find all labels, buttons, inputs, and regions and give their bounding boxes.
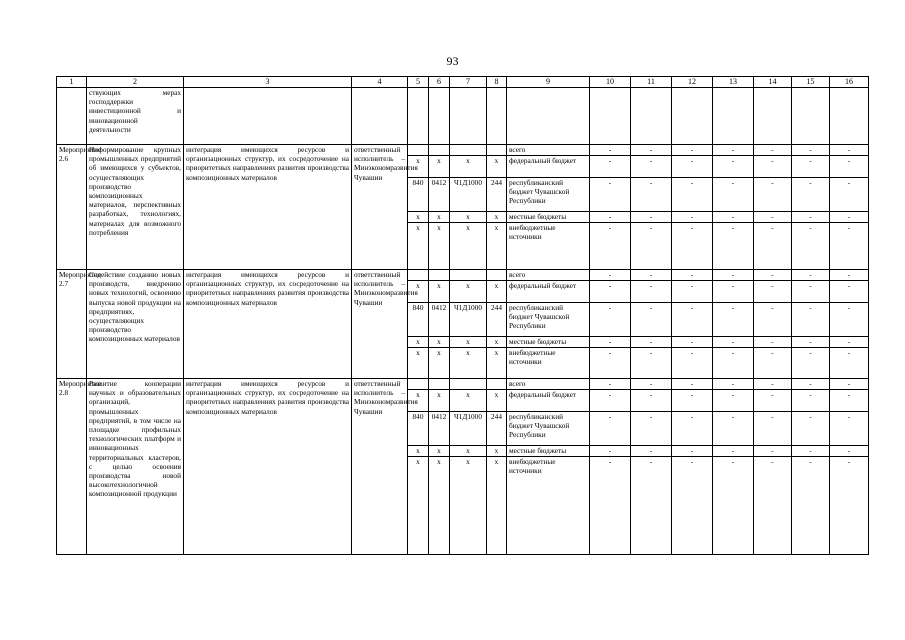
funding-source: всего [507,145,590,156]
expense-type-code: x [487,337,507,348]
funding-source: внебюджетные источники [507,223,590,270]
year-value: - [590,145,631,156]
grbs-code: x [408,348,429,379]
year-value: - [631,337,672,348]
year-value: - [672,446,713,457]
year-value: - [830,303,869,337]
section-code: x [429,457,450,555]
expense-type-code [487,379,507,390]
section-code: x [429,212,450,223]
funding-source: республиканский бюджет Чувашской Республики [507,303,590,337]
target-article-code: x [450,446,487,457]
section-code: x [429,348,450,379]
year-value: - [672,412,713,446]
section-code: x [429,446,450,457]
year-value: - [713,178,754,212]
section-code: 0412 [429,178,450,212]
year-value: - [590,379,631,390]
header-row [57,77,869,88]
year-value: - [792,156,830,178]
year-value: - [754,281,792,303]
grbs-code [408,145,429,156]
column-number: 6 [429,77,450,88]
year-value: - [672,390,713,412]
year-value: - [590,337,631,348]
funding-source: федеральный бюджет [507,281,590,303]
year-value: - [672,178,713,212]
year-value: - [754,223,792,270]
year-value: - [590,348,631,379]
continuation-row [57,88,869,145]
year-value: - [590,178,631,212]
year-value: - [631,156,672,178]
column-number: 5 [408,77,429,88]
target-article-code [450,270,487,281]
year-value: - [631,270,672,281]
year-value: - [792,212,830,223]
year-value: - [792,348,830,379]
grbs-code [408,270,429,281]
grbs-code: x [408,446,429,457]
year-value: - [713,223,754,270]
column-number: 4 [352,77,408,88]
funding-row [57,145,869,156]
year-value: - [590,156,631,178]
funding-source: всего [507,270,590,281]
funding-row [57,379,869,390]
section-code: 0412 [429,303,450,337]
year-value: - [830,281,869,303]
year-value: - [792,412,830,446]
funding-row [57,270,869,281]
table-body [57,77,869,555]
measure-code: Мероприятие 2.7 [57,270,87,379]
measure-name: Информирование крупных промышленных предприятий об имеющихся у субъектов, осуществляющих производство композиционных материалов, перспективных разработках, технологиях, материалах для возможного потребления [87,145,184,270]
program-table [56,76,869,555]
column-number: 11 [631,77,672,88]
measure-code-cell [57,88,87,145]
expense-type-code: x [487,156,507,178]
year-value: - [713,270,754,281]
year-value: - [713,348,754,379]
grbs-code: x [408,223,429,270]
year-value: - [792,390,830,412]
year-value: - [830,223,869,270]
year-value: - [713,212,754,223]
year-value: - [754,156,792,178]
year-value: - [713,446,754,457]
year-value: - [792,446,830,457]
year-value: - [631,212,672,223]
column-number: 12 [672,77,713,88]
target-article-code: x [450,212,487,223]
year-value: - [754,178,792,212]
empty-cell [429,88,450,145]
grbs-code: x [408,212,429,223]
column-number: 14 [754,77,792,88]
year-value: - [830,412,869,446]
year-value: - [754,457,792,555]
page-number: 93 [446,54,459,68]
funding-source: федеральный бюджет [507,156,590,178]
year-value: - [754,212,792,223]
year-value: - [713,457,754,555]
year-value: - [631,281,672,303]
expense-type-code: x [487,281,507,303]
year-value: - [792,281,830,303]
year-value: - [672,145,713,156]
column-number: 16 [830,77,869,88]
target-article-code: Ч1Д1000 [450,178,487,212]
grbs-code: 840 [408,303,429,337]
empty-cell [830,88,869,145]
year-value: - [830,212,869,223]
year-value: - [631,457,672,555]
year-value: - [631,379,672,390]
year-value: - [590,446,631,457]
empty-cell [352,88,408,145]
year-value: - [754,412,792,446]
year-value: - [792,178,830,212]
year-value: - [713,281,754,303]
empty-cell [792,88,830,145]
year-value: - [713,412,754,446]
year-value: - [754,337,792,348]
section-code [429,145,450,156]
responsible-executor: ответственный исполнитель – Минэкономразвития Чувашии [352,145,408,270]
year-value: - [672,212,713,223]
empty-cell [631,88,672,145]
measure-goal: интеграция имеющихся ресурсов и организационных структур, их сосредоточение на приоритетных направлениях развития производства композиционных материалов [184,379,352,555]
measure-name: Развитие кооперации научных и образовательных организаций, промышленных предприятий, в том числе на площадке профильных технологических платформ и инновационных территориальных кластеров, с целью освоения производства новой высокотехнологичной композиционной продукции [87,379,184,555]
year-value: - [830,457,869,555]
expense-type-code: 244 [487,412,507,446]
target-article-code: x [450,337,487,348]
year-value: - [672,348,713,379]
year-value: - [792,145,830,156]
responsible-executor: ответственный исполнитель – Минэкономразвития Чувашии [352,379,408,555]
year-value: - [713,390,754,412]
funding-source: республиканский бюджет Чувашской Республики [507,412,590,446]
responsible-executor: ответственный исполнитель – Минэкономразвития Чувашии [352,270,408,379]
year-value: - [830,390,869,412]
year-value: - [590,390,631,412]
expense-type-code: 244 [487,178,507,212]
empty-cell [754,88,792,145]
year-value: - [590,303,631,337]
empty-cell [450,88,487,145]
column-number: 7 [450,77,487,88]
section-code: x [429,156,450,178]
empty-cell [487,88,507,145]
year-value: - [792,270,830,281]
section-code: x [429,223,450,270]
year-value: - [792,337,830,348]
year-value: - [830,379,869,390]
section-code [429,379,450,390]
year-value: - [590,212,631,223]
column-number: 13 [713,77,754,88]
funding-source: местные бюджеты [507,212,590,223]
section-code: x [429,337,450,348]
year-value: - [631,412,672,446]
target-article-code: Ч1Д1000 [450,412,487,446]
funding-source: федеральный бюджет [507,390,590,412]
year-value: - [754,390,792,412]
year-value: - [713,156,754,178]
year-value: - [672,281,713,303]
empty-cell [408,88,429,145]
year-value: - [830,348,869,379]
funding-source: республиканский бюджет Чувашской Республики [507,178,590,212]
year-value: - [754,446,792,457]
year-value: - [754,379,792,390]
section-code [429,270,450,281]
year-value: - [830,145,869,156]
funding-source: местные бюджеты [507,446,590,457]
funding-source: внебюджетные источники [507,457,590,555]
year-value: - [792,303,830,337]
target-article-code: x [450,457,487,555]
grbs-code: x [408,337,429,348]
year-value: - [590,281,631,303]
target-article-code: x [450,390,487,412]
expense-type-code [487,270,507,281]
grbs-code [408,379,429,390]
target-article-code: x [450,281,487,303]
year-value: - [631,145,672,156]
measure-name: Содействие созданию новых производств, внедрению новых технологий, освоению выпуска новой продукции на предприятиях, осуществляющих производство композиционных материалов [87,270,184,379]
section-code: x [429,281,450,303]
grbs-code: x [408,390,429,412]
column-number: 1 [57,77,87,88]
measure-name-cell: ствующих мерах господдержки инвестиционной и инновационной деятельности [87,88,184,145]
measure-code: Мероприятие 2.6 [57,145,87,270]
expense-type-code: x [487,446,507,457]
year-value: - [590,270,631,281]
target-article-code: x [450,348,487,379]
empty-cell [184,88,352,145]
grbs-code: 840 [408,178,429,212]
year-value: - [590,457,631,555]
grbs-code: 840 [408,412,429,446]
section-code: x [429,390,450,412]
year-value: - [792,457,830,555]
empty-cell [507,88,590,145]
expense-type-code: x [487,212,507,223]
measure-goal: интеграция имеющихся ресурсов и организационных структур, их сосредоточение на приоритетных направлениях развития производства композиционных материалов [184,145,352,270]
year-value: - [713,303,754,337]
year-value: - [590,223,631,270]
column-number: 15 [792,77,830,88]
expense-type-code: x [487,457,507,555]
year-value: - [672,270,713,281]
target-article-code: Ч1Д1000 [450,303,487,337]
empty-cell [672,88,713,145]
column-number: 2 [87,77,184,88]
expense-type-code: x [487,223,507,270]
target-article-code: x [450,156,487,178]
target-article-code [450,379,487,390]
target-article-code: x [450,223,487,270]
year-value: - [754,145,792,156]
year-value: - [713,379,754,390]
column-number: 9 [507,77,590,88]
target-article-code [450,145,487,156]
year-value: - [830,270,869,281]
expense-type-code [487,145,507,156]
year-value: - [631,446,672,457]
expense-type-code: x [487,390,507,412]
funding-source: местные бюджеты [507,337,590,348]
funding-source: внебюджетные источники [507,348,590,379]
grbs-code: x [408,457,429,555]
column-number: 3 [184,77,352,88]
year-value: - [631,178,672,212]
measure-goal: интеграция имеющихся ресурсов и организационных структур, их сосредоточение на приоритетных направлениях развития производства композиционных материалов [184,270,352,379]
year-value: - [672,337,713,348]
column-number: 8 [487,77,507,88]
year-value: - [830,337,869,348]
year-value: - [631,303,672,337]
funding-source: всего [507,379,590,390]
year-value: - [631,390,672,412]
year-value: - [754,303,792,337]
empty-cell [590,88,631,145]
section-code: 0412 [429,412,450,446]
year-value: - [631,348,672,379]
year-value: - [631,223,672,270]
expense-type-code: 244 [487,303,507,337]
grbs-code: x [408,281,429,303]
year-value: - [713,337,754,348]
year-value: - [792,379,830,390]
year-value: - [830,178,869,212]
year-value: - [830,446,869,457]
year-value: - [713,145,754,156]
year-value: - [672,156,713,178]
grbs-code: x [408,156,429,178]
year-value: - [590,412,631,446]
expense-type-code: x [487,348,507,379]
year-value: - [672,379,713,390]
column-number: 10 [590,77,631,88]
year-value: - [754,270,792,281]
year-value: - [672,457,713,555]
measure-code: Мероприятие 2.8 [57,379,87,555]
year-value: - [754,348,792,379]
year-value: - [830,156,869,178]
year-value: - [672,303,713,337]
year-value: - [792,223,830,270]
empty-cell [713,88,754,145]
year-value: - [672,223,713,270]
